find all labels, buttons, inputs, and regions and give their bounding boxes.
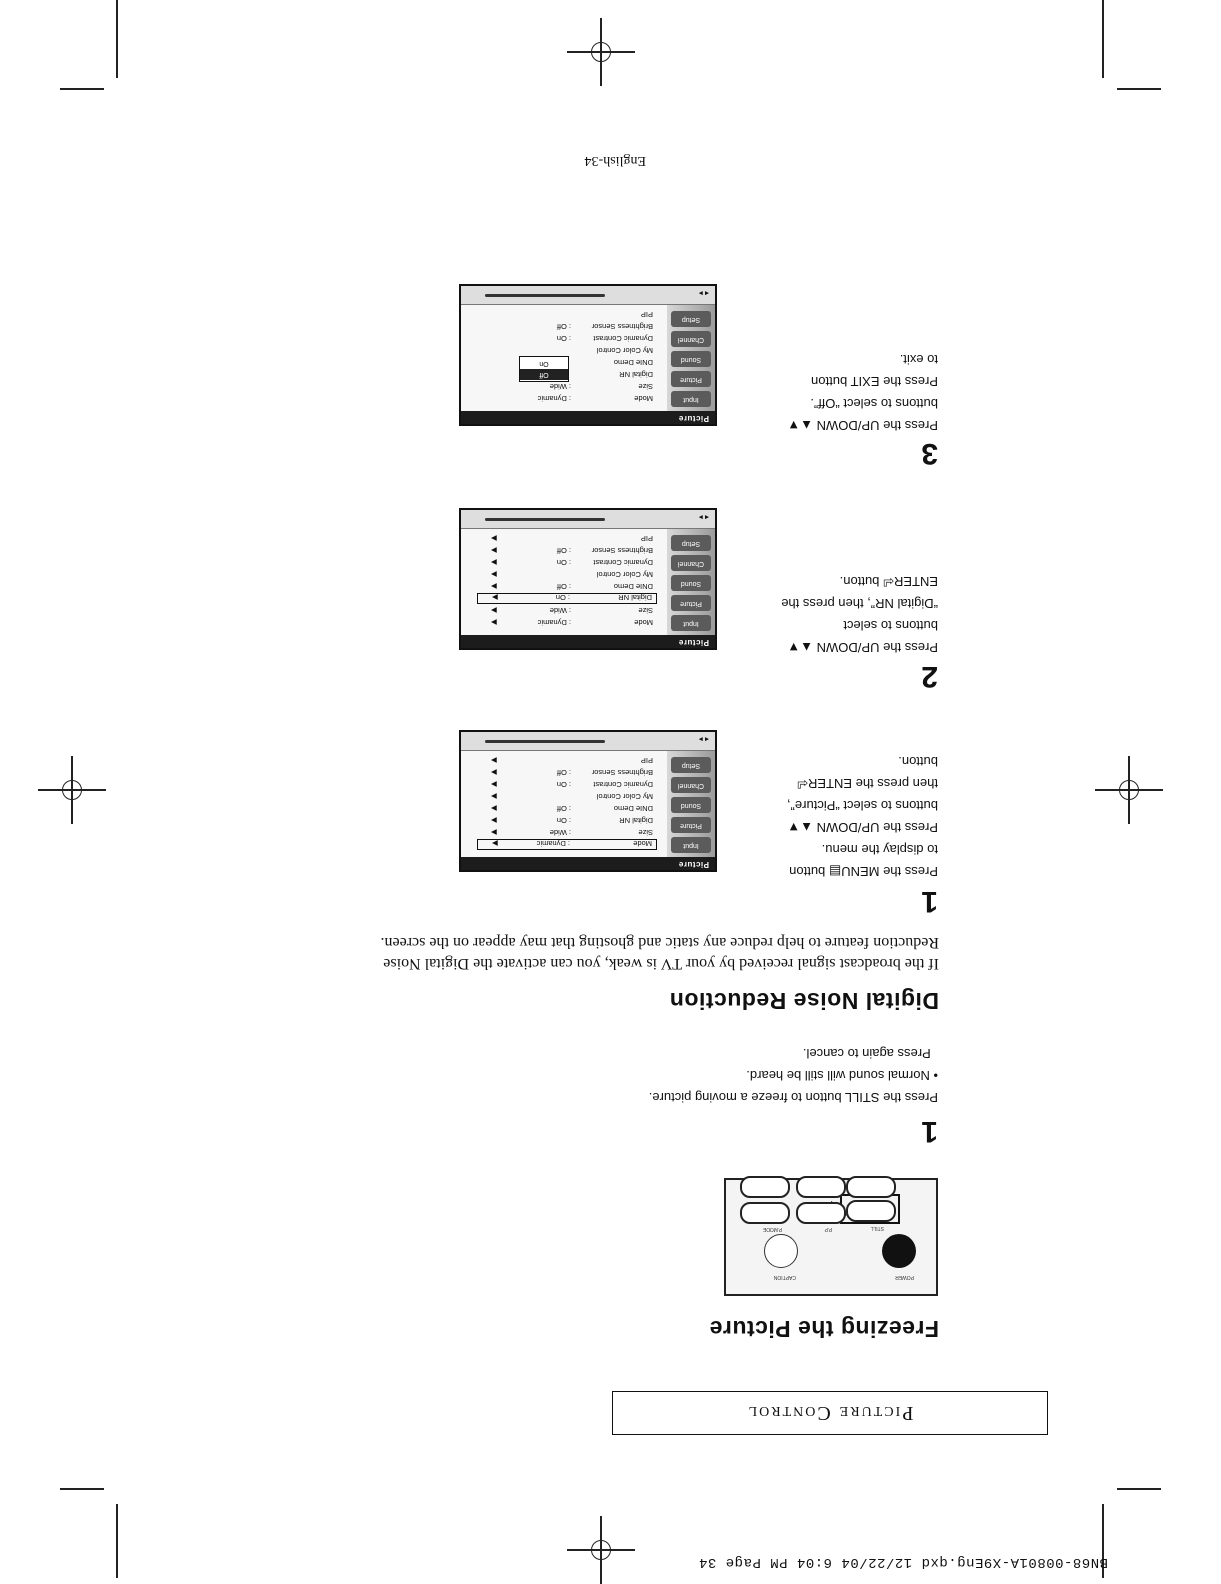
menu-item-brightness-sensor <box>477 545 657 556</box>
arrow-right-icon: ▶ <box>491 816 497 825</box>
remote-button-icon <box>740 1176 790 1198</box>
menu-item-pip <box>477 533 657 544</box>
arrow-right-icon: ▶ <box>491 618 497 627</box>
menu-item-value: : Dynamic <box>536 839 570 848</box>
arrow-right-icon: ▶ <box>491 606 497 615</box>
menu-item-label: PIP <box>640 756 653 765</box>
dnr-step2-line: buttons to select <box>843 618 938 633</box>
arrow-right-icon: ▶ <box>491 792 497 801</box>
menu-item-pip <box>477 755 657 766</box>
registration-mark <box>583 1532 619 1568</box>
menu-titlebar <box>461 411 715 424</box>
freeze-step-text <box>518 1042 938 1108</box>
menu-item-size <box>477 605 657 616</box>
sidebar-item-sound: Sound <box>671 797 711 813</box>
arrow-right-icon: ▶ <box>491 582 497 591</box>
dnr-step2-line: “Digital NR”, then press the <box>781 596 938 611</box>
dnr-step3-number: 3 <box>921 437 938 470</box>
sidebar-item-setup: Setup <box>671 535 711 551</box>
menu-item-mode <box>477 839 657 850</box>
tv-menu-screen-1 <box>459 730 717 872</box>
power-label: POWER <box>895 1274 914 1280</box>
dnr-step2-line: ENTER⏎ button. <box>839 574 938 589</box>
freeze-step-line: Press again to cancel. <box>802 1046 938 1061</box>
dnr-step3-text <box>738 348 938 436</box>
menu-item-label: Dynamic Contrast <box>593 780 653 789</box>
registration-mark <box>583 34 619 70</box>
menu-item-label: Dynamic Contrast <box>593 558 653 567</box>
menu-item-dynamic-contrast <box>477 333 657 344</box>
menu-item-size <box>477 827 657 838</box>
menu-item-value: : Dynamic <box>537 394 571 403</box>
dnr-step1-line: Press the MENU▤ button <box>789 864 938 879</box>
remote-button-icon <box>796 1176 846 1198</box>
arrow-right-icon: ▶ <box>491 804 497 813</box>
dnr-step1-line: buttons to select “Picture”, <box>786 798 938 813</box>
registration-mark <box>54 772 90 808</box>
digital-nr-popup <box>519 356 569 382</box>
menu-item-label: Size <box>638 606 653 615</box>
scroll-icon: ◂ ▸ <box>698 735 709 744</box>
dnr-step3-line: Press the UP/DOWN ▲▼ <box>787 418 938 433</box>
dnr-step2-text <box>738 570 938 658</box>
menu-item-dynamic-contrast <box>477 557 657 568</box>
dnr-step3-line: to exit. <box>899 352 938 367</box>
mode-label: P.MODE <box>762 1226 782 1232</box>
sidebar-item-input: Input <box>671 615 711 631</box>
menu-item-value: : Off <box>556 582 571 591</box>
menu-item-digital-nr <box>477 593 657 604</box>
scroll-icon: ◂ ▸ <box>698 513 709 522</box>
popup-option-on: On <box>539 360 549 367</box>
tv-menu-screen-3 <box>459 284 717 426</box>
menu-item-value: : Off <box>556 768 571 777</box>
sidebar-item-sound: Sound <box>671 351 711 367</box>
print-slug-line: BN68-00801A-X9Eng.qxd 12/22/04 6:04 PM Page 34 <box>698 1554 1108 1570</box>
menu-item-value: : Off <box>556 546 571 555</box>
crop-mark <box>1117 1489 1161 1491</box>
menu-title: Picture <box>678 638 709 647</box>
freeze-step-line: • Normal sound will still be heard. <box>746 1068 938 1083</box>
arrow-right-icon: ▶ <box>491 828 497 837</box>
caption-button-icon <box>764 1234 798 1268</box>
menu-item-label: Brightness Sensor <box>591 768 653 777</box>
menu-sidebar <box>667 746 715 857</box>
menu-sidebar <box>667 524 715 635</box>
dnr-step3-line: buttons to select “Off”. <box>810 396 938 411</box>
menu-item-label: DNIe Demo <box>613 804 653 813</box>
menu-bottombar <box>461 510 715 529</box>
remote-control-illustration <box>724 1178 938 1296</box>
menu-item-dnie-demo <box>477 803 657 814</box>
menu-item-value: : Off <box>556 322 571 331</box>
menu-item-label: Brightness Sensor <box>591 546 653 555</box>
menu-item-dnie-demo <box>477 581 657 592</box>
crop-mark <box>117 1504 119 1578</box>
arrow-right-icon: ▶ <box>491 546 497 555</box>
menu-item-my-color <box>477 569 657 580</box>
sidebar-item-picture: Picture <box>671 595 711 611</box>
dnr-step1-line: Press the UP/DOWN ▲▼ <box>787 820 938 835</box>
dnr-step1-line: to display the menu. <box>821 842 938 857</box>
menu-item-label: My Color Control <box>596 570 653 579</box>
menu-item-digital-nr <box>477 815 657 826</box>
menu-item-label: DNIe Demo <box>613 358 653 367</box>
menu-title: Picture <box>678 414 709 423</box>
menu-item-size <box>477 381 657 392</box>
menu-item-value: : On <box>556 558 571 567</box>
sidebar-item-sound: Sound <box>671 575 711 591</box>
dnr-intro <box>239 932 939 974</box>
sidebar-item-input: Input <box>671 391 711 407</box>
menu-title: Picture <box>678 860 709 869</box>
crop-mark <box>1117 89 1161 91</box>
menu-item-label: Digital NR <box>619 816 653 825</box>
menu-item-value: : On <box>555 593 570 602</box>
arrow-right-icon: ▶ <box>491 534 497 543</box>
menu-bottombar <box>461 732 715 751</box>
arrow-right-icon: ▶ <box>491 768 497 777</box>
menu-item-label: Digital NR <box>619 370 653 379</box>
dnr-step2-line: Press the UP/DOWN ▲▼ <box>787 640 938 655</box>
tv-menu-screen-2 <box>459 508 717 650</box>
registration-mark <box>1111 772 1147 808</box>
sidebar-item-channel: Channel <box>671 555 711 571</box>
pip-button-icon <box>796 1202 846 1224</box>
dnr-intro-line: If the broadcast signal received by your TV is weak, you can activate the Digital Noise <box>383 955 939 972</box>
arrow-right-icon: ▶ <box>491 756 497 765</box>
sidebar-item-setup: Setup <box>671 311 711 327</box>
menu-item-value: : Wide <box>549 828 571 837</box>
crop-mark <box>117 0 119 78</box>
freeze-step-line: Press the STILL button to freeze a moving picture. <box>648 1090 938 1105</box>
dnr-step3-line: Press the EXIT button <box>811 374 938 389</box>
arrow-right-icon: ▶ <box>491 570 497 579</box>
caption-label: CAPTION <box>773 1274 796 1280</box>
freeze-heading: Freezing the Picture <box>709 1316 939 1342</box>
menu-item-brightness-sensor <box>477 767 657 778</box>
arrow-right-icon: ▶ <box>491 558 497 567</box>
menu-item-my-color <box>477 791 657 802</box>
menu-item-label: Brightness Sensor <box>591 322 653 331</box>
sidebar-item-picture: Picture <box>671 817 711 833</box>
dnr-step1-line: then press the ENTER⏎ <box>797 776 938 791</box>
menu-item-label: Digital NR <box>618 593 652 602</box>
menu-item-pip <box>477 309 657 320</box>
menu-item-label: My Color Control <box>596 346 653 355</box>
sidebar-item-input: Input <box>671 837 711 853</box>
sidebar-item-setup: Setup <box>671 757 711 773</box>
crop-mark <box>60 89 104 91</box>
menu-item-value: : Wide <box>549 382 571 391</box>
menu-item-value: : Off <box>556 804 571 813</box>
arrow-right-icon: ▶ <box>492 593 498 602</box>
menu-item-label: My Color Control <box>596 792 653 801</box>
menu-titlebar <box>461 857 715 870</box>
sidebar-item-channel: Channel <box>671 777 711 793</box>
still-label: STILL <box>870 1225 884 1231</box>
menu-item-label: Size <box>638 382 653 391</box>
arrow-right-icon: ▶ <box>491 780 497 789</box>
dnr-step2-number: 2 <box>921 660 938 693</box>
power-button-icon <box>882 1234 916 1268</box>
menu-item-label: Size <box>638 828 653 837</box>
dnr-intro-line: Reduction feature to help reduce any static and ghosting that may appear on the screen. <box>380 934 939 951</box>
sidebar-item-channel: Channel <box>671 331 711 347</box>
menu-item-mode <box>477 393 657 404</box>
menu-titlebar <box>461 635 715 648</box>
menu-bottom-line <box>485 740 605 743</box>
scroll-icon: ◂ ▸ <box>698 289 709 298</box>
remote-button-icon <box>846 1176 896 1198</box>
menu-item-brightness-sensor <box>477 321 657 332</box>
crop-mark <box>60 1489 104 1491</box>
menu-item-label: Mode <box>634 394 653 403</box>
menu-item-value: : On <box>556 334 571 343</box>
crop-mark <box>1103 0 1105 78</box>
menu-item-value: : On <box>556 780 571 789</box>
menu-item-my-color <box>477 345 657 356</box>
mode-button-icon <box>740 1202 790 1224</box>
menu-bottombar <box>461 286 715 305</box>
section-title-box <box>612 1391 1048 1435</box>
menu-item-dynamic-contrast <box>477 779 657 790</box>
still-button-icon <box>846 1200 896 1222</box>
dnr-step1-line: button. <box>898 754 938 769</box>
menu-item-label: PIP <box>640 310 653 319</box>
menu-item-value: : Wide <box>549 606 571 615</box>
menu-item-value: : Dynamic <box>537 618 571 627</box>
menu-item-label: Mode <box>633 839 652 848</box>
menu-sidebar <box>667 300 715 411</box>
sidebar-item-picture: Picture <box>671 371 711 387</box>
popup-option-off: Off <box>520 369 568 380</box>
menu-item-label: Dynamic Contrast <box>593 334 653 343</box>
menu-item-label: Mode <box>634 618 653 627</box>
page-number: English-34 <box>584 153 646 168</box>
pip-label: P.P <box>824 1226 832 1232</box>
menu-bottom-line <box>485 518 605 521</box>
menu-bottom-line <box>485 294 605 297</box>
menu-item-label: DNIe Demo <box>613 582 653 591</box>
menu-item-value: : On <box>556 816 571 825</box>
section-title: Picture Control <box>746 1402 914 1425</box>
freeze-step-number: 1 <box>921 1115 938 1148</box>
dnr-heading: Digital Noise Reduction <box>669 988 939 1014</box>
menu-item-label: PIP <box>640 534 653 543</box>
dnr-step1-text <box>738 750 938 882</box>
arrow-right-icon: ▶ <box>492 839 498 848</box>
menu-item-mode <box>477 617 657 628</box>
dnr-step1-number: 1 <box>921 885 938 918</box>
